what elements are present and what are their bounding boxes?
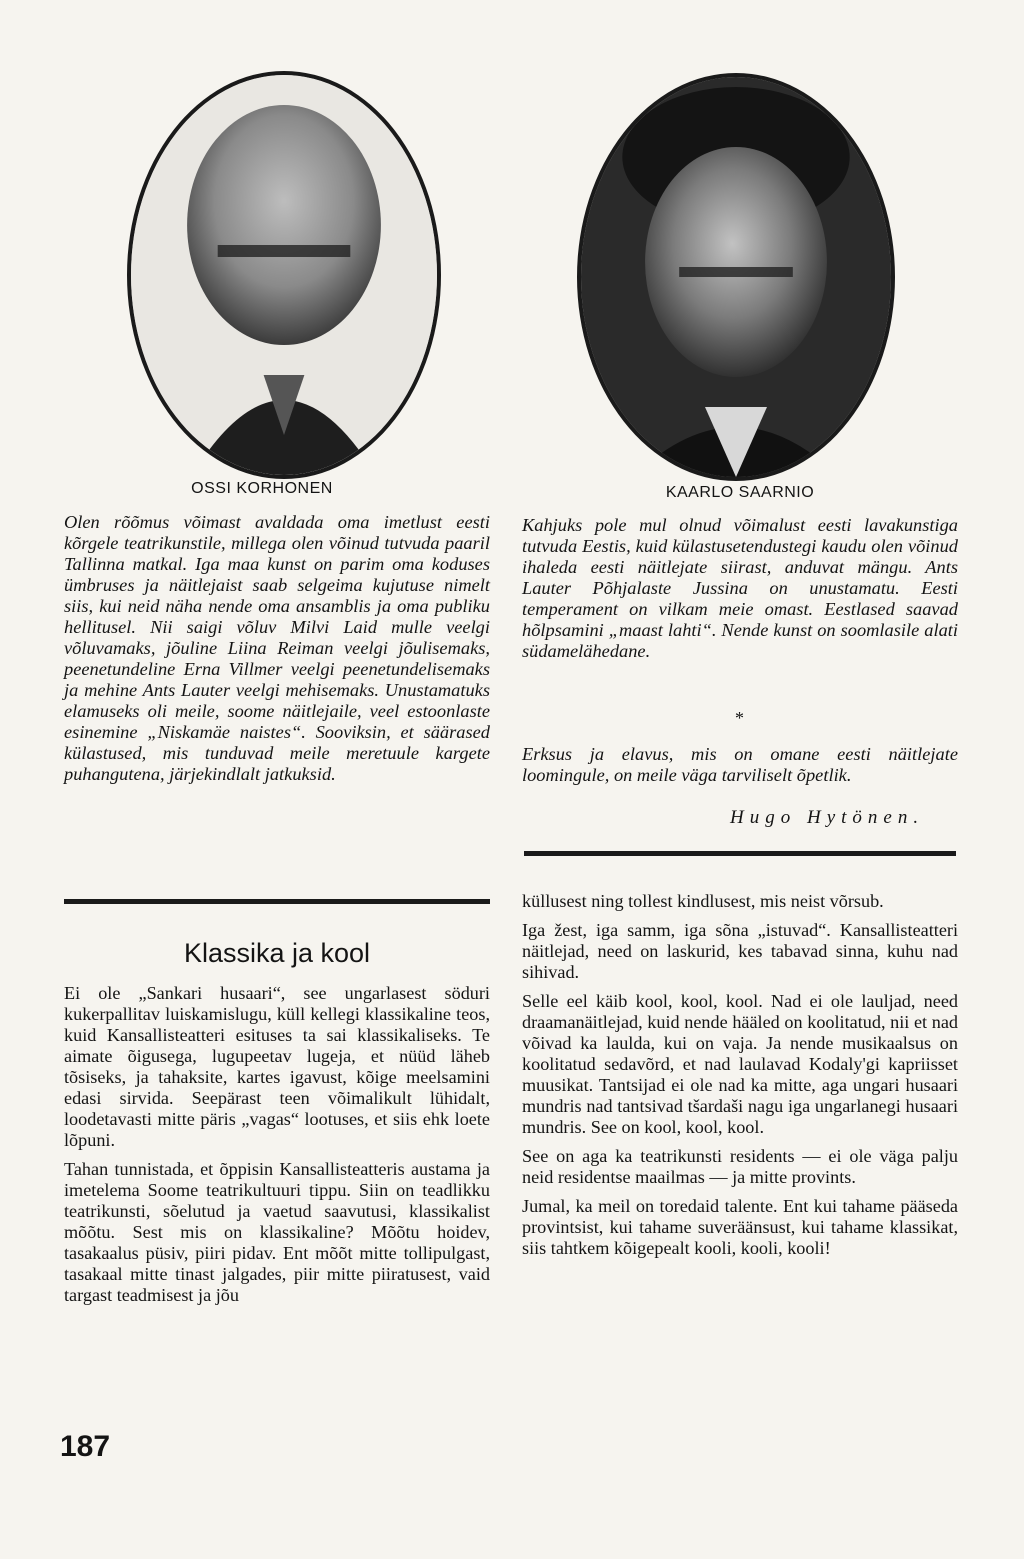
quote-ossi-korhonen: Olen rõõmus võimast avaldada oma imetlust eesti kõrgele teatrikunstile, millega olen võinud tutvuda paaril Tallinna matkal. Iga maa kunst on parim oma koduses ümbruses ja näitlejaist saab selgeima kujutuse nimelt siis, kui neid näha nende oma ansamblis ja oma publiku hellitusel. Nii saigi võluv Milvi Laid mulle veelgi võluvamaks, jõuline Liina Reiman veelgi jõulisemaks, peenetundeline Erna Villmer veelgi peenetundelisemaks ja mehine Ants Lauter veelgi mehisemaks. Unustamatuks elamuseks oli meile, soome näitlejaile, veel estoonlaste esinemine „Niskamäe naistes“. Sooviksin, et säärased külastused, mis tunduvad meile meretuule kargete puhangutena, järjekindlalt jatkuksid. — [64, 512, 490, 784]
quote-hugo-hytonen: Erksus ja elavus, mis on omane eesti näitlejate loomingule, on meile väga tarviliselt õpetlik. — [522, 744, 958, 785]
divider-rule-right — [524, 851, 956, 856]
article-heading: Klassika ja kool — [183, 938, 371, 968]
article-column-left — [64, 983, 490, 1314]
portrait-photo-right — [577, 73, 895, 481]
article-paragraph: Jumal, ka meil on toredaid talente. Ent kui tahame pääseda provintsist, kui tahame suveräänsust, kui tahame klassikat, siis tahtkem kõigepealt kooli, kooli, kooli! — [522, 1196, 958, 1258]
article-paragraph: See on aga ka teatrikunsti residents — ei ole väga palju neid residentse maailmas — ja mitte provints. — [522, 1146, 958, 1187]
page-number: 187 — [60, 1430, 111, 1463]
article-paragraph: Selle eel käib kool, kool, kool. Nad ei ole lauljad, need draamanäitlejad, kuid nende hääled on koolitatud, nii et nad võivad ka laulda, kui on vaja. Ja nende musikaalsus on koolitatud sedavõrd, et nad laulavad Kodaly'gi kapriisset muusikat. Tantsijad ei ole nad ka mitte, aga ungari husaari mundris nad tantsivad tšardaši nagu iga ungarlanegi husaari mundris. See on kool, kool, kool. — [522, 991, 958, 1137]
article-paragraph: Ei ole „Sankari husaari“, see ungarlasest söduri kukerpallitav luiskamislugu, küll kellegi klassikaline teos, kuid Kansallisteatteri esituses ta sai klassikaliseks. Te aimate õigusega, lugupeetav lugeja, et nüüd läheb tõsiseks, ja tahaksite, kartes igavust, kõige meelsamini edasi sirvida. Seepärast teen võimalikult lühidalt, loodetavasti mitte päris „vagas“ lootuses, et siis ehk loete lõpuni. — [64, 983, 490, 1150]
article-column-right — [522, 891, 958, 1267]
portrait-photo-left — [127, 71, 441, 479]
caption-ossi-korhonen: OSSI KORHONEN — [191, 480, 333, 497]
article-paragraph: küllusest ning tollest kindlusest, mis neist võrsub. — [522, 891, 884, 911]
article-paragraph: Tahan tunnistada, et õppisin Kansallisteatteris austama ja imetelema Soome teatrikultuuri tippu. Siin on teadlikku teatrikunsti, sõelutud ja vaetud saavutusi, klassikalist mõõtu. Sest mis on klassikaline? Mõõtu hoidev, tasakaalus püsiv, piiri pidav. Ent mõõt mitte tollipulgast, tasakaal mitte tinast jalgades, piir mitte piiratusest, vaid targast teadmisest ja jõu — [64, 1159, 490, 1305]
caption-kaarlo-saarnio: KAARLO SAARNIO — [665, 484, 815, 501]
signature-hugo-hytonen: Hugo Hytönen. — [730, 807, 925, 828]
section-asterisk: * — [735, 708, 744, 728]
divider-rule-left — [64, 899, 490, 904]
quote-kaarlo-saarnio: Kahjuks pole mul olnud võimalust eesti lavakunstiga tutvuda Eestis, kuid külastusetendustegi kaudu olen võinud ihaleda eesti näitlejate siirast, anduvat mängu. Ants Lauter Põhjalaste Jussina on unustamatu. Eesti temperament on vilkam meie omast. Eestlased saavad hõlpsamini „maast lahti“. Nende kunst on soomlasile alati südamelähedane. — [522, 515, 958, 661]
article-paragraph: Iga žest, iga samm, iga sõna „istuvad“. Kansallisteatteri näitlejad, need on laskurid, kes tabavad sinna, kuhu nad sihivad. — [522, 920, 958, 982]
